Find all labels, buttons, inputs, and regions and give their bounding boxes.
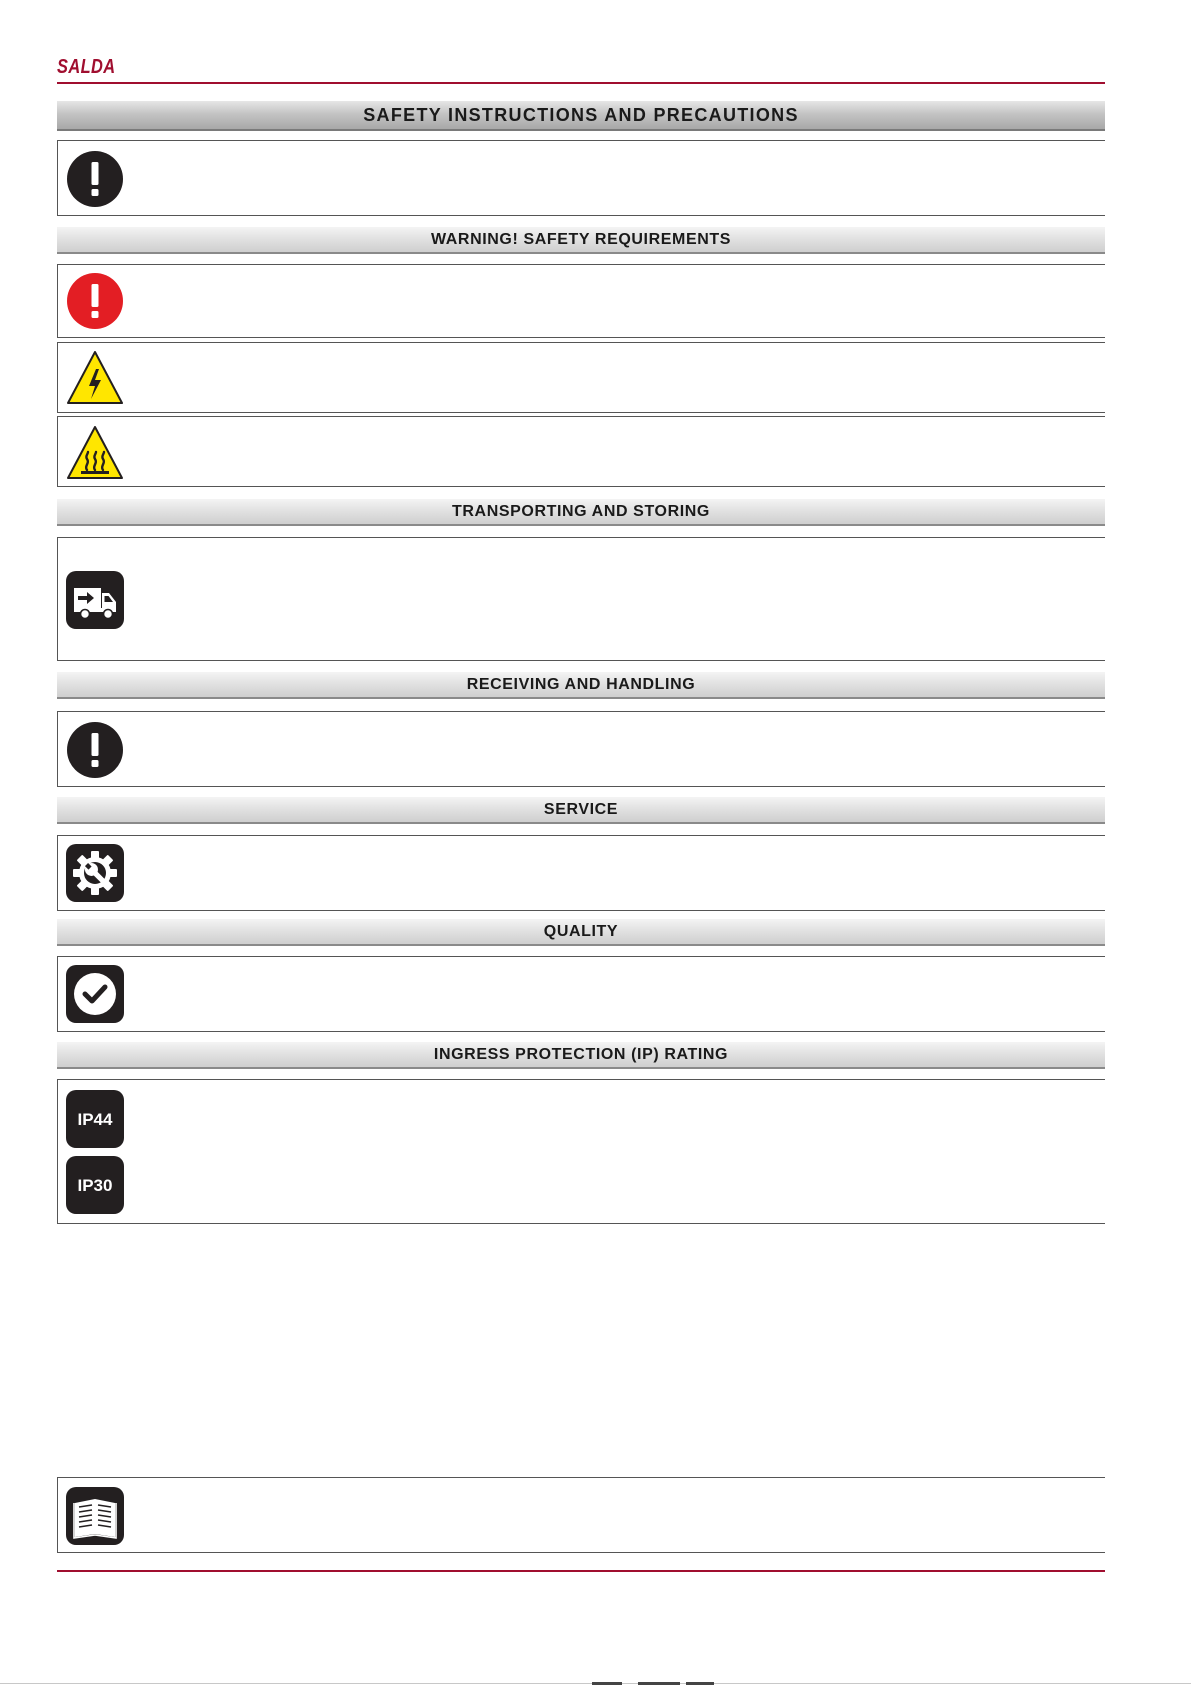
brand-logo: SALDA [57, 56, 116, 78]
exclamation-icon [66, 150, 124, 208]
electric-hazard-icon [66, 349, 124, 407]
warning-danger-box [57, 264, 1105, 338]
ip30-badge-icon [66, 1156, 124, 1214]
safety-notice-box [57, 140, 1105, 216]
header-rule [57, 82, 1105, 84]
manual-book-icon [66, 1487, 124, 1545]
checkmark-icon [66, 965, 124, 1023]
service-box [57, 835, 1105, 911]
section-title-receiving: RECEIVING AND HANDLING [57, 672, 1105, 699]
section-title-warning: WARNING! SAFETY REQUIREMENTS [57, 227, 1105, 254]
quality-box [57, 956, 1105, 1032]
warning-electric-box [57, 342, 1105, 413]
section-title-quality: QUALITY [57, 919, 1105, 946]
manual-box [57, 1477, 1105, 1553]
ip30-label: IP30 [77, 1176, 113, 1195]
hot-surface-icon [66, 424, 124, 482]
footer-rule [57, 1570, 1105, 1572]
footer-crop-marks [0, 1681, 1191, 1685]
exclamation-icon [66, 721, 124, 779]
section-title-ip: INGRESS PROTECTION (IP) RATING [57, 1042, 1105, 1069]
gear-wrench-icon [66, 844, 124, 902]
receiving-box [57, 711, 1105, 787]
transport-truck-icon [66, 571, 124, 629]
transport-box [57, 537, 1105, 661]
section-title-transport: TRANSPORTING AND STORING [57, 499, 1105, 526]
section-title-service: SERVICE [57, 797, 1105, 824]
red-exclamation-icon [66, 272, 124, 330]
ip44-label: IP44 [77, 1110, 113, 1129]
warning-hot-surface-box [57, 416, 1105, 487]
section-title-safety: SAFETY INSTRUCTIONS AND PRECAUTIONS [57, 101, 1105, 131]
ip44-badge-icon [66, 1090, 124, 1148]
ip-rating-box [57, 1079, 1105, 1224]
